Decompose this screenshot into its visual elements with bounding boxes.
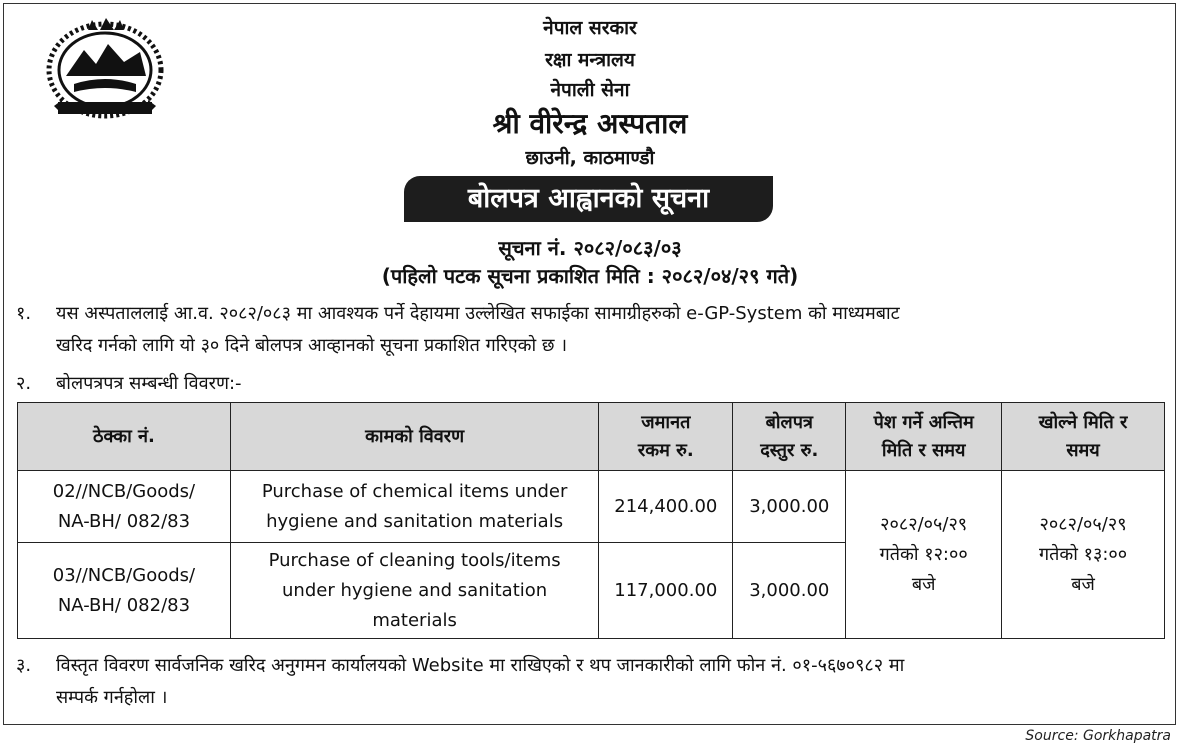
- source-credit: Source: Gorkhapatra: [1025, 728, 1171, 744]
- publication-date: (पहिलो पटक सूचना प्रकाशित मिति : २०८२/०४/२९ गते): [381, 264, 799, 288]
- paragraph-number: १.: [16, 303, 32, 324]
- header-opening-date: खोल्ने मिति र समय: [1002, 403, 1165, 471]
- contract-no-cell: 02//NCB/Goods/ NA-BH/ 082/83: [18, 471, 231, 543]
- header-bid-fee: बोलपत्र दस्तुर रु.: [733, 403, 846, 471]
- paragraph-1-line-2: खरिद गर्नको लागि यो ३० दिने बोलपत्र आव्हानको सूचना प्रकाशित गरिएको छ ।: [56, 335, 568, 356]
- bid-fee-cell: 3,000.00: [733, 543, 846, 639]
- bid-security-cell: 214,400.00: [599, 471, 733, 543]
- paragraph-2-text: बोलपत्रपत्र सम्बन्धी विवरण:-: [56, 373, 242, 394]
- paragraph-3-line-1: विस्तृत विवरण सार्वजनिक खरिद अनुगमन कार्यालयको Website मा राखिएको र थप जानकारीको लागि फोन नं. ०१-५६७०९८२ मा: [56, 655, 905, 676]
- header-hospital: श्री वीरेन्द्र अस्पताल: [492, 107, 688, 140]
- header-army: नेपाली सेना: [550, 79, 630, 101]
- header-government: नेपाल सरकार: [543, 17, 637, 39]
- contract-no-cell: 03//NCB/Goods/ NA-BH/ 082/83: [18, 543, 231, 639]
- paragraph-3: [16, 650, 1166, 720]
- bid-security-cell: 117,000.00: [599, 543, 733, 639]
- bid-fee-cell: 3,000.00: [733, 471, 846, 543]
- paragraph-1-line-1: यस अस्पताललाई आ.व. २०८२/०८३ मा आवश्यक पर्ने देहायमा उल्लेखित सफाईका सामाग्रीहरुको e-GP-System को माध्यमबाट: [56, 303, 900, 324]
- header-contract-no: ठेक्का नं.: [18, 403, 231, 471]
- header-submission-deadline: पेश गर्ने अन्तिम मिति र समय: [846, 403, 1002, 471]
- table-row: [18, 471, 1165, 543]
- opening-date-cell: २०८२/०५/२९ गतेको १३:०० बजे: [1002, 471, 1165, 639]
- table-header-row: [18, 403, 1165, 471]
- nepal-government-emblem-icon: [44, 14, 166, 120]
- tender-table: [17, 402, 1165, 639]
- header-ministry: रक्षा मन्त्रालय: [545, 49, 635, 71]
- submission-deadline-cell: २०८२/०५/२९ गतेको १२:०० बजे: [846, 471, 1002, 639]
- paragraph-3-line-2: सम्पर्क गर्नहोला ।: [56, 687, 168, 708]
- header-location: छाउनी, काठमाण्डौ: [525, 147, 655, 169]
- notice-title-banner: बोलपत्र आह्वानको सूचना: [404, 176, 773, 222]
- paragraph-1: [16, 298, 1166, 368]
- header-bid-security: जमानत रकम रु.: [599, 403, 733, 471]
- description-cell: Purchase of chemical items under hygiene and sanitation materials: [230, 471, 598, 543]
- paragraph-number: ३.: [16, 655, 32, 676]
- description-cell: Purchase of cleaning tools/items under hygiene and sanitation materials: [230, 543, 598, 639]
- paragraph-number: २.: [16, 373, 32, 394]
- header-description: कामको विवरण: [230, 403, 598, 471]
- notice-number: सूचना नं. २०८२/०८३/०३: [498, 236, 682, 260]
- paragraph-2: [16, 368, 1166, 400]
